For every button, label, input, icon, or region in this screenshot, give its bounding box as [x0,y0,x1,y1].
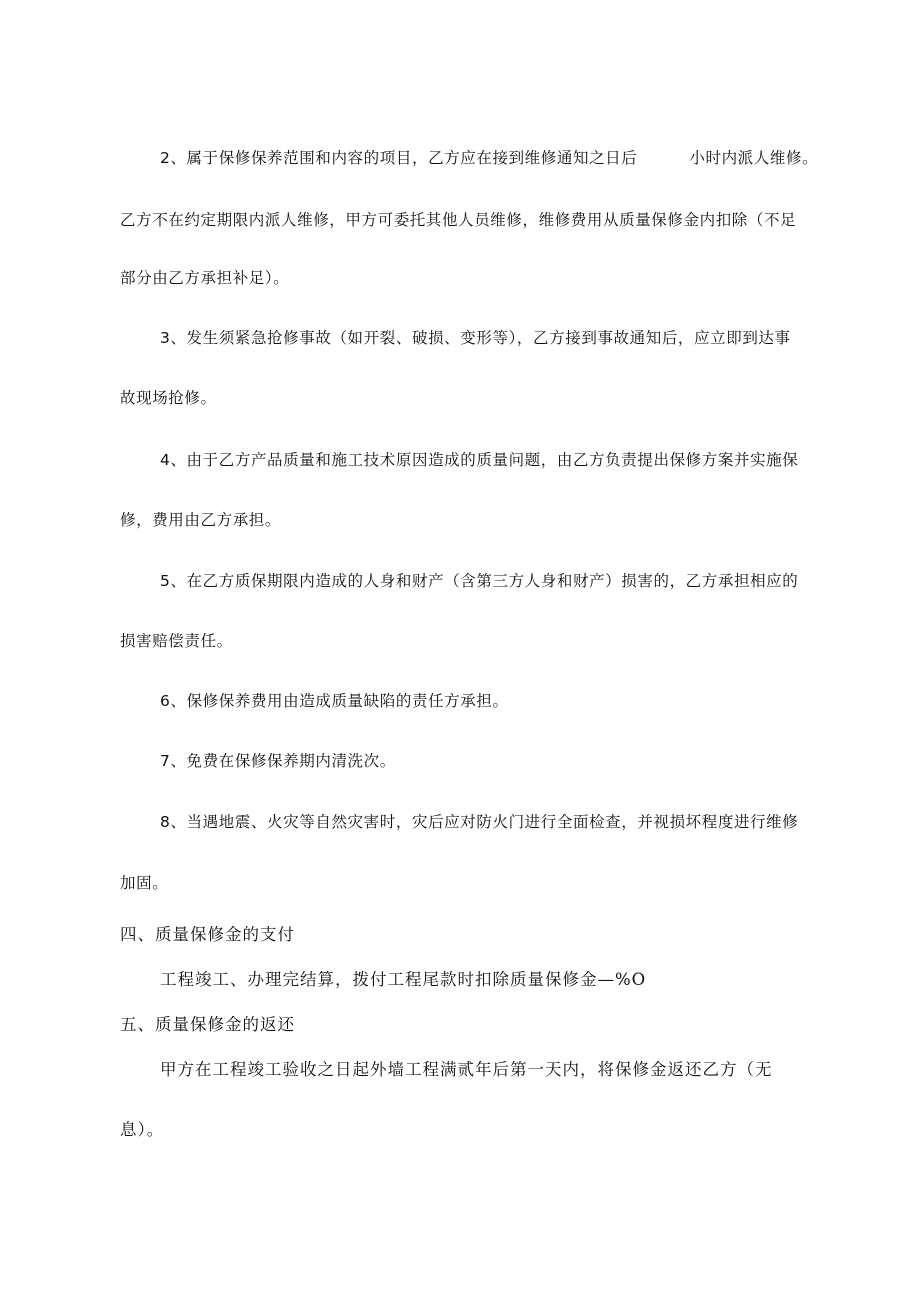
clause-2-text-b: 小时内派人维修。 [689,149,819,167]
section-4-body: 工程竣工、办理完结算，拨付工程尾款时扣除质量保修金—%O [160,970,647,989]
clause-6: 6、保修保养费用由造成质量缺陷的责任方承担。 [160,692,509,710]
clause-3-line-1: 3、发生须紧急抢修事故（如开裂、破损、变形等），乙方接到事故通知后，应立即到达事 [160,329,791,347]
section-5-body-line-1: 甲方在工程竣工验收之日起外墙工程满贰年后第一天内，将保修金返还乙方（无 [160,1060,773,1079]
clause-2-text-a: 2、属于保修保养范围和内容的项目，乙方应在接到维修通知之日后 [160,149,638,167]
clause-5-line-1: 5、在乙方质保期限内造成的人身和财产（含第三方人身和财产）损害的，乙方承担相应的 [160,572,799,590]
section-4-heading: 四、质量保修金的支付 [120,925,295,944]
clause-2-line-1 [160,148,818,168]
clause-2-line-3: 部分由乙方承担补足）。 [120,269,290,287]
clause-7: 7、免费在保修保养期内清洗次。 [160,752,396,770]
clause-4-line-2: 修，费用由乙方承担。 [120,511,282,529]
clause-8-line-1: 8、当遇地震、火灾等自然灾害时，灾后应对防火门进行全面检查，并视损坏程度进行维修 [160,813,799,831]
clause-8-line-2: 加固。 [120,874,169,892]
clause-2-line-2: 乙方不在约定期限内派人维修，甲方可委托其他人员维修，维修费用从质量保修金内扣除（不足 [120,211,797,229]
clause-5-line-2: 损害赔偿责任。 [120,632,233,650]
section-5-heading: 五、质量保修金的返还 [120,1015,295,1034]
clause-3-line-2: 故现场抢修。 [120,389,217,407]
section-5-body-line-2: 息）。 [120,1120,165,1139]
clause-4-line-1: 4、由于乙方产品质量和施工技术原因造成的质量问题，由乙方负责提出保修方案并实施保 [160,451,799,469]
